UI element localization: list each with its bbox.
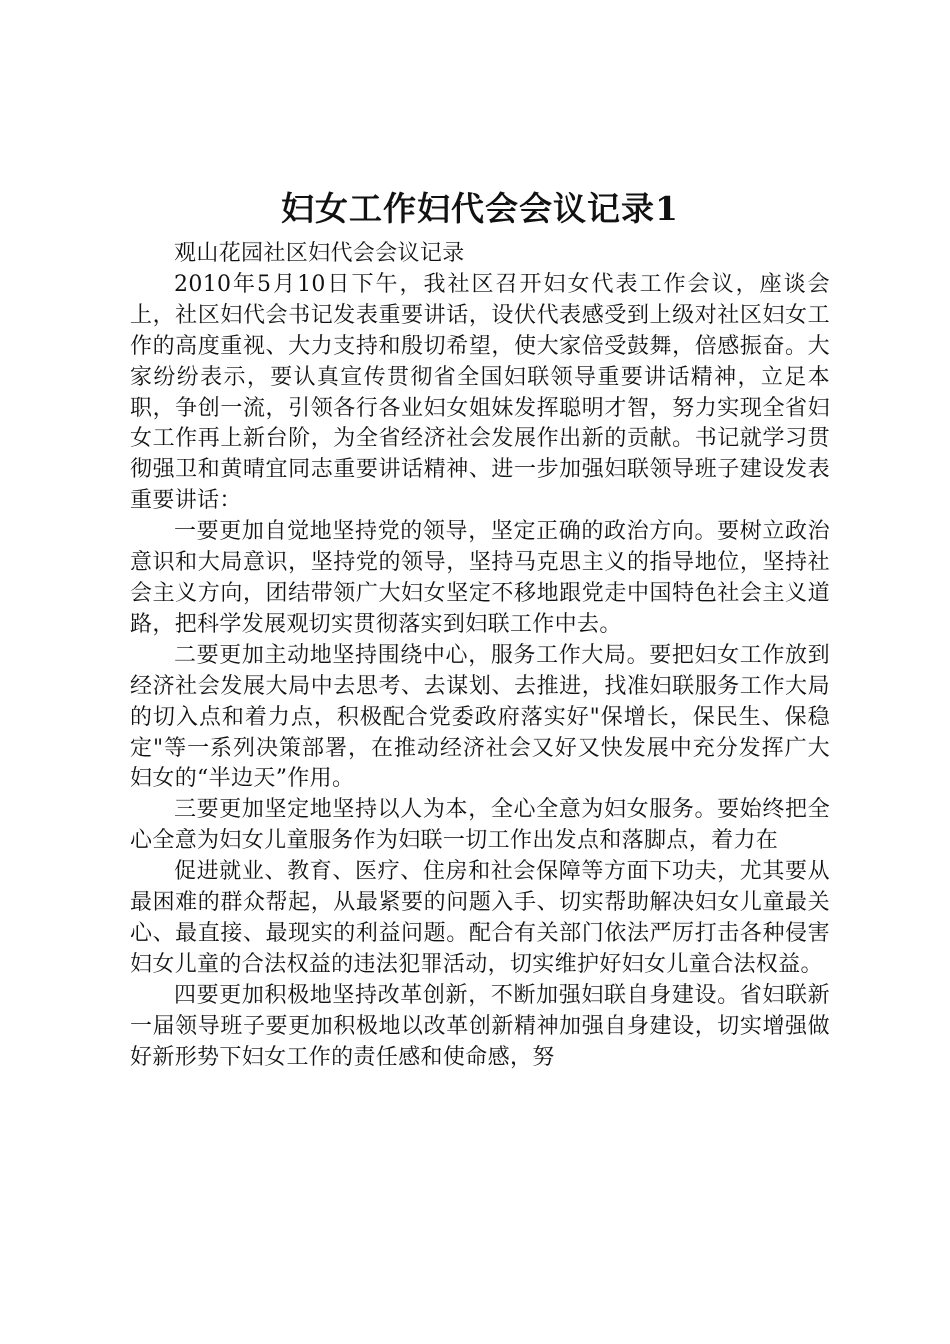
document-title: 妇女工作妇代会会议记录1 (281, 189, 679, 228)
paragraph-subtitle: 观山花园社区妇代会会议记录 (174, 241, 465, 266)
paragraph-point-1: 一要更加自觉地坚持党的领导，坚定正确的政治方向。要树立政治意识和大局意识，坚持党的领导，坚持马克思主义的指导地位，坚持社会主义方向，团结带领广大妇女坚定不移地跟党走中国特色社会主义道路，把科学发展观切实贯彻落实到妇联工作中去。 (130, 519, 830, 637)
document-page (130, 183, 830, 1073)
paragraph-point-2: 二要更加主动地坚持围绕中心，服务工作大局。要把妇女工作放到经济社会发展大局中去思考、去谋划、去推进，找准妇联服务工作大局的切入点和着力点，积极配合党委政府落实好"保增长，保民生、保稳定"等一系列决策部署，在推动经济社会又好又快发展中充分发挥广大妇女的“半边天”作用。 (130, 642, 830, 792)
paragraph-point-3: 三要更加坚定地坚持以人为本，全心全意为妇女服务。要始终把全心全意为妇女儿童服务作为妇联一切工作出发点和落脚点，着力在 (130, 797, 830, 854)
paragraph-intro: 2010年5月10日下午，我社区召开妇女代表工作会议，座谈会上，社区妇代会书记发表重要讲话，设伏代表感受到上级对社区妇女工作的高度重视、大力支持和殷切希望，使大家倍受鼓舞，倍感振奋。大家纷纷表示，要认真宣传贯彻省全国妇联领导重要讲话精神，立足本职，争创一流，引领各行各业妇女姐妹发挥聪明才智，努力实现全省妇女工作再上新台阶，为全省经济社会发展作出新的贡献。书记就学习贯彻强卫和黄晴宜同志重要讲话精神、进一步加强妇联领导班子建设发表重要讲话： (130, 271, 830, 514)
paragraph-point-3-continued: 促进就业、教育、医疗、住房和社会保障等方面下功夫，尤其要从最困难的群众帮起，从最紧要的问题入手、切实帮助解决妇女儿童最关心、最直接、最现实的利益问题。配合有关部门依法严厉打击各种侵害妇女儿童的合法权益的违法犯罪活动，切实维护好妇女儿童合法权益。 (130, 859, 830, 977)
paragraph-point-4: 四要更加积极地坚持改革创新，不断加强妇联自身建设。省妇联新一届领导班子要更加积极地以改革创新精神加强自身建设，切实增强做好新形势下妇女工作的责任感和使命感，努 (130, 982, 830, 1070)
